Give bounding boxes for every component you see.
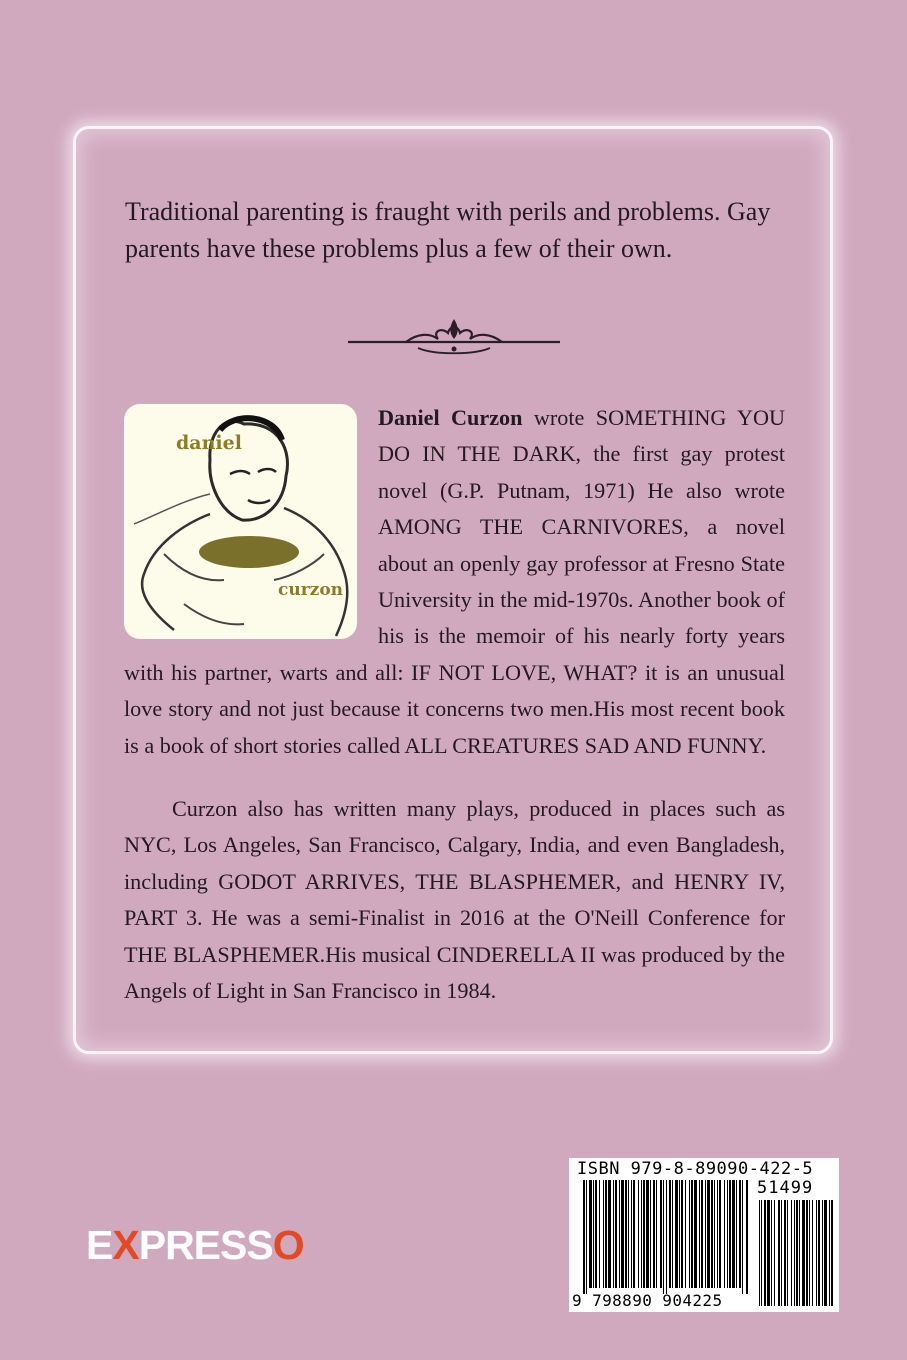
isbn-barcode: [569, 1158, 839, 1312]
barcode-ean-digits: 9 798890 904225: [572, 1291, 723, 1310]
author-name: Daniel Curzon: [378, 405, 523, 430]
photo-word-curzon: curzon: [278, 580, 344, 600]
author-bio-paragraph-1: [124, 400, 785, 764]
barcode-addon-digits: 51499: [757, 1178, 814, 1198]
author-bio-paragraph-2: Curzon also has written many plays, produced in places such as NYC, Los Angeles, San Francisco, Calgary, India, and even Bangladesh, including GODOT ARRIVES, THE BLASPHEMER, and HENRY IV, PART 3. He was a semi-Finalist in 2016 at the O'Neill Conference for THE BLASPHEMER.His musical CINDERELLA II was produced by the Angels of Light in San Francisco in 1984.: [124, 796, 785, 1004]
isbn-label: ISBN 979-8-89090-422-5: [577, 1159, 814, 1179]
ornament-divider-icon: [346, 315, 562, 359]
barcode-bars-icon: [569, 1158, 839, 1312]
photo-word-daniel: daniel: [176, 432, 242, 454]
publisher-logo: EXPRESSO: [86, 1222, 304, 1268]
bio-text-1: wrote SOMETHING YOU DO IN THE DARK, the first gay protest novel (G.P. Putnam, 1971) He also wrote AMONG THE CARNIVORES, a novel about an openly gay professor at Fresno State University in the mid-1970s. Another book of his is the memoir of his nearly forty years with his partner, warts and all: IF NOT LOVE, WHAT? it is an unusual love story and not just because it concerns two men.His most recent book is a book of short stories called ALL CREATURES SAD AND FUNNY.: [124, 405, 786, 758]
tagline: Traditional parenting is fraught with perils and problems. Gay parents have these problems plus a few of their own.: [125, 197, 771, 263]
